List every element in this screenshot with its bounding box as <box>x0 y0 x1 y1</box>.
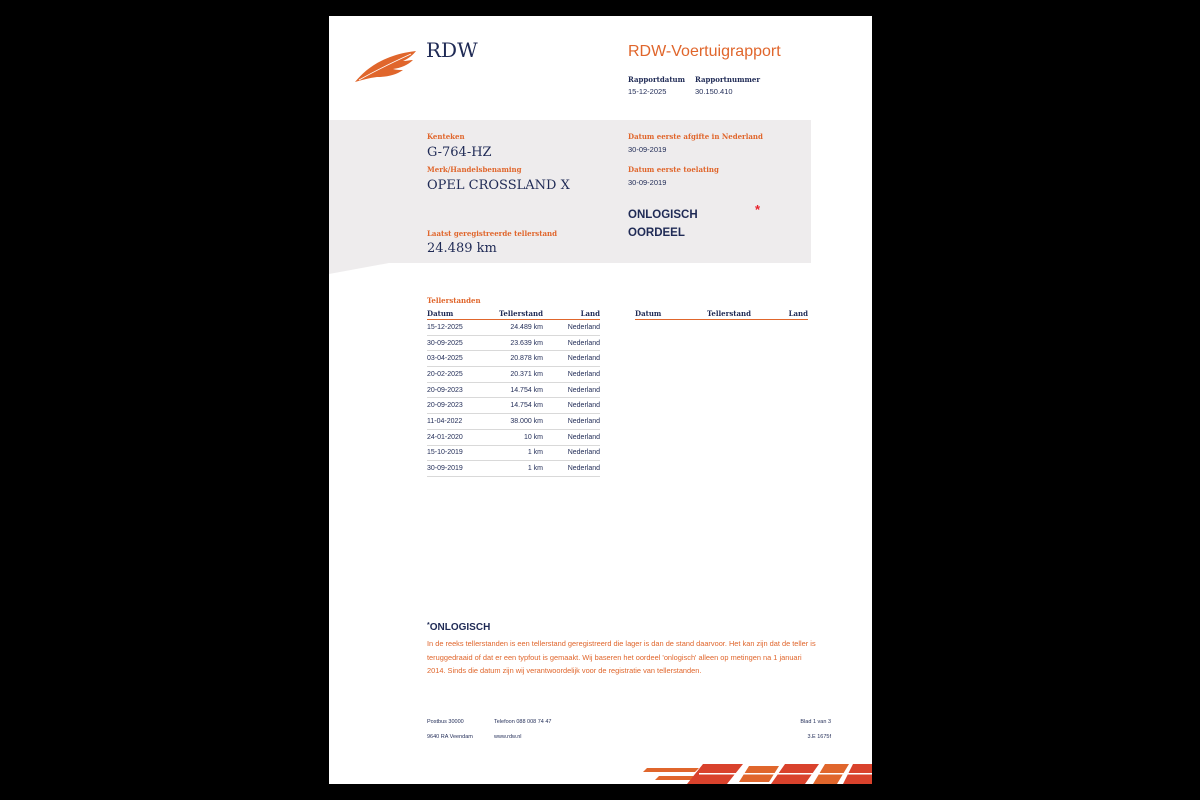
rapportdatum-value: 15-12-2025 <box>628 87 667 96</box>
note-text: In de reeks tellerstanden is een tellerstand geregistreerd die lager is dan de stand daarvoor. Het kan zijn dat de teller is teruggedraaid of dat er een typfout is gemaakt. Wij baseren het oordeel 'onlogisch' alleen op metingen na 1 januari 2014. Sinds die datum zijn wij verantwoordelijk voor de registratie van tellerstanden. <box>427 639 816 675</box>
verdict-asterisk: * <box>755 202 761 217</box>
teller-value: 24.489 km <box>427 241 497 256</box>
row-datum: 15-10-2019 <box>427 445 499 461</box>
afgifte-label: Datum eerste afgifte in Nederland <box>628 132 763 141</box>
row-land: Nederland <box>543 335 600 351</box>
toelating-value: 30-09-2019 <box>628 178 667 187</box>
merk-label: Merk/Handelsbenaming <box>427 165 522 174</box>
footer-web[interactable]: www.rdw.nl <box>494 734 522 740</box>
verdict-line-1: ONLOGISCH <box>628 209 698 221</box>
col-tellerstand-2: Tellerstand <box>707 309 752 318</box>
row-datum: 15-12-2025 <box>427 320 499 336</box>
row-land: Nederland <box>543 445 600 461</box>
table-row <box>427 382 600 398</box>
row-datum: 03-04-2025 <box>427 351 499 367</box>
table-row <box>427 367 600 383</box>
report-page <box>329 16 872 784</box>
footer-blad: Blad 1 van 3 <box>800 719 831 725</box>
note-heading: ONLOGISCH <box>429 622 491 633</box>
col-datum: Datum <box>427 308 499 320</box>
row-datum: 20-09-2023 <box>427 382 499 398</box>
row-land: Nederland <box>543 414 600 430</box>
note-heading-wrap <box>427 622 490 633</box>
row-stand: 24.489 km <box>499 320 543 336</box>
row-stand: 10 km <box>499 429 543 445</box>
kenteken-label: Kenteken <box>427 132 465 141</box>
row-stand: 1 km <box>499 445 543 461</box>
col-tellerstand: Tellerstand <box>499 309 544 318</box>
row-stand: 38.000 km <box>499 414 543 430</box>
row-datum: 11-04-2022 <box>427 414 499 430</box>
rapportnummer-label: Rapportnummer <box>695 75 761 84</box>
row-datum: 20-09-2023 <box>427 398 499 414</box>
row-stand: 23.639 km <box>499 335 543 351</box>
row-stand: 14.754 km <box>499 382 543 398</box>
rapportnummer-value: 30.150.410 <box>695 87 733 96</box>
brand-name: RDW <box>426 38 478 62</box>
col-land: Land <box>543 308 600 320</box>
row-stand: 1 km <box>499 461 543 477</box>
table-row <box>427 398 600 414</box>
rdw-feather-logo <box>353 50 419 84</box>
footer-postbus: Postbus 30000 <box>427 719 464 725</box>
panel-tail <box>329 263 389 274</box>
row-land: Nederland <box>543 351 600 367</box>
table-row <box>427 335 600 351</box>
rapportdatum-label: Rapportdatum <box>628 75 686 84</box>
table-row <box>427 429 600 445</box>
table-row <box>427 414 600 430</box>
row-stand: 20.371 km <box>499 367 543 383</box>
tellerstanden-heading: Tellerstanden <box>427 296 481 305</box>
row-datum: 20-02-2025 <box>427 367 499 383</box>
row-land: Nederland <box>543 461 600 477</box>
footer-adres: 9640 RA Veendam <box>427 734 473 740</box>
row-datum: 24-01-2020 <box>427 429 499 445</box>
table-row <box>427 320 600 336</box>
row-stand: 20.878 km <box>499 351 543 367</box>
row-land: Nederland <box>543 382 600 398</box>
table-row <box>427 445 600 461</box>
row-stand: 14.754 km <box>499 398 543 414</box>
toelating-label: Datum eerste toelating <box>628 165 719 174</box>
merk-value: OPEL CROSSLAND X <box>427 178 570 193</box>
col-datum-2: Datum <box>635 308 707 320</box>
table-row <box>427 461 600 477</box>
footer-telefoon: Telefoon 088 008 74 47 <box>494 719 552 725</box>
col-land-2: Land <box>751 308 808 320</box>
row-land: Nederland <box>543 429 600 445</box>
tellerstanden-table <box>427 308 600 477</box>
row-land: Nederland <box>543 320 600 336</box>
kenteken-value: G-764-HZ <box>427 145 492 160</box>
decorative-stripes <box>639 762 872 784</box>
note-star: * <box>427 622 430 629</box>
vehicle-summary-panel <box>329 120 811 263</box>
report-title: RDW-Voertuigrapport <box>628 43 781 60</box>
row-land: Nederland <box>543 398 600 414</box>
table-row <box>427 351 600 367</box>
row-land: Nederland <box>543 367 600 383</box>
tellerstanden-table-2 <box>635 308 808 320</box>
afgifte-value: 30-09-2019 <box>628 145 667 154</box>
footer-code: 3.E 1675f <box>807 734 831 740</box>
row-datum: 30-09-2019 <box>427 461 499 477</box>
row-datum: 30-09-2025 <box>427 335 499 351</box>
verdict-line-2: OORDEEL <box>628 227 685 239</box>
teller-label: Laatst geregistreerde tellerstand <box>427 229 557 238</box>
